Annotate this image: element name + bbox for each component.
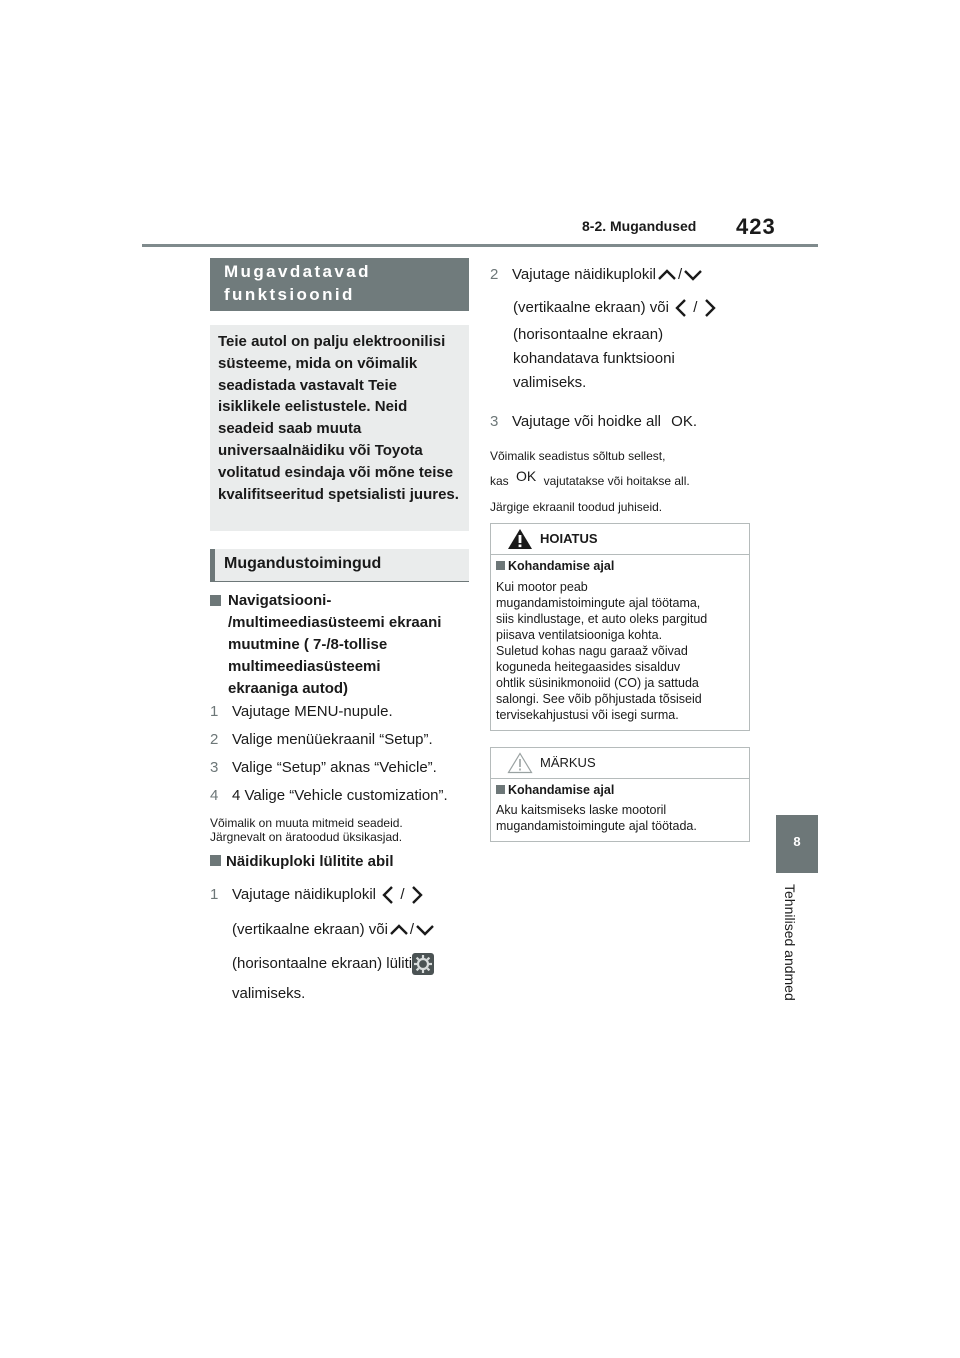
warning-label: HOIATUS <box>540 531 598 546</box>
note-right-3: Järgige ekraanil toodud juhiseid. <box>490 500 663 514</box>
block2-title: Näidikuploki lülitite abil <box>210 851 394 873</box>
note-right-1: Võimalik seadistus sõltub sellest, <box>490 449 666 463</box>
bullet-square-icon <box>210 855 221 866</box>
bullet-square-icon <box>496 561 505 570</box>
step2-line4: kohandatava funktsiooni <box>513 350 675 367</box>
step2-line5: valimiseks. <box>513 374 587 391</box>
notice-header <box>491 748 749 779</box>
header-rule <box>142 244 818 247</box>
bullet-square-icon <box>496 785 505 794</box>
step-1: 1 Vajutage MENU-nupule. <box>210 703 393 720</box>
chevron-up-icon <box>388 922 410 938</box>
step2-line1: 2 Vajutage näidikuplokil / <box>490 263 704 287</box>
step-4: 4 4 Valige “Vehicle customization”. <box>210 787 448 804</box>
notice-text: Aku kaitsmiseks laske mootoril mugandamistoimingute ajal töötada. <box>496 803 697 833</box>
chevron-left-icon <box>673 297 689 319</box>
chapter-number: 8 <box>793 834 801 849</box>
notice-box <box>490 747 750 842</box>
warning-subtitle: Kohandamise ajal <box>496 558 746 574</box>
step2-line2: (vertikaalne ekraan) või / <box>513 296 718 320</box>
ok-icon: OK <box>671 413 693 430</box>
topic-title: Mugavdatavad funktsioonid <box>224 262 371 304</box>
step-3: 3 Valige “Setup” aknas “Vehicle”. <box>210 759 437 776</box>
gear-icon <box>412 953 434 975</box>
bullet-square-icon <box>210 595 221 606</box>
section-title: 8-2. Mugandused <box>582 218 697 234</box>
notice-triangle-icon <box>507 752 533 774</box>
chevron-down-icon <box>414 922 436 938</box>
warning-text: Kui mootor peab mugandamistoimingute ajal töötama, siis kindlustage, et auto oleks pargitud piisava ventilatsiooniga kohta. Suletud kohas nagu garaaž võivad koguneda heitegaasides sisalduv ohtlik süsinikmonoiid (CO) ja sattuda salongi. See võib põhjustada tõsiseid tervisekahjustusi või isegi surma. <box>496 580 708 722</box>
page-number: 423 <box>736 214 776 239</box>
chapter-label: Tehnilised andmed <box>782 884 798 1001</box>
notice-subtitle: Kohandamise ajal <box>496 782 746 798</box>
topic-title-box <box>210 258 469 311</box>
section-heading: Mugandustoimingud <box>210 549 469 582</box>
block2-step1-line4: valimiseks. <box>232 985 306 1002</box>
warning-header <box>491 524 749 555</box>
block2-step1-line3: (horisontaalne ekraan) lüliti <box>232 952 434 976</box>
chevron-right-icon <box>702 297 718 319</box>
block2-step1-line2: (vertikaalne ekraan) või / <box>232 918 436 942</box>
step-2: 2 Valige menüüekraanil “Setup”. <box>210 731 433 748</box>
intro-box <box>210 325 469 531</box>
note-right-2: kas OK vajutatakse või hoitakse all. <box>490 468 690 488</box>
warning-box <box>490 523 750 731</box>
note-block1: Võimalik on muuta mitmeid seadeid. Järgnevalt on äratoodud üksikasjad. <box>210 816 403 844</box>
step2-line3: (horisontaalne ekraan) <box>513 326 664 343</box>
step3: 3 Vajutage või hoidke all OK. <box>490 413 698 430</box>
chevron-left-icon <box>380 884 396 906</box>
chevron-right-icon <box>409 884 425 906</box>
notice-label: MÄRKUS <box>540 755 596 770</box>
ok-icon: OK <box>516 468 537 484</box>
block-navigation <box>210 590 470 700</box>
chevron-up-icon <box>656 267 678 283</box>
block-title: Navigatsiooni- /multimeediasüsteemi ekraani muutmine ( 7-/8-tollise multimeediasüsteemi ekraaniga autod) <box>210 590 470 700</box>
chevron-down-icon <box>682 267 704 283</box>
warning-triangle-icon <box>507 528 533 550</box>
block2-step1-line1: 1 Vajutage näidikuplokil / <box>210 883 425 907</box>
intro-text: Teie autol on palju elektroonilisi süsteeme, mida on võimalik seadistada vastavalt Teie isiklikele eelistustele. Neid seadeid saab muuta universaalnäidiku või Toyota volitatud esindaja või mõne teise kvalifitseeritud spetsialisti juures. <box>218 333 459 503</box>
